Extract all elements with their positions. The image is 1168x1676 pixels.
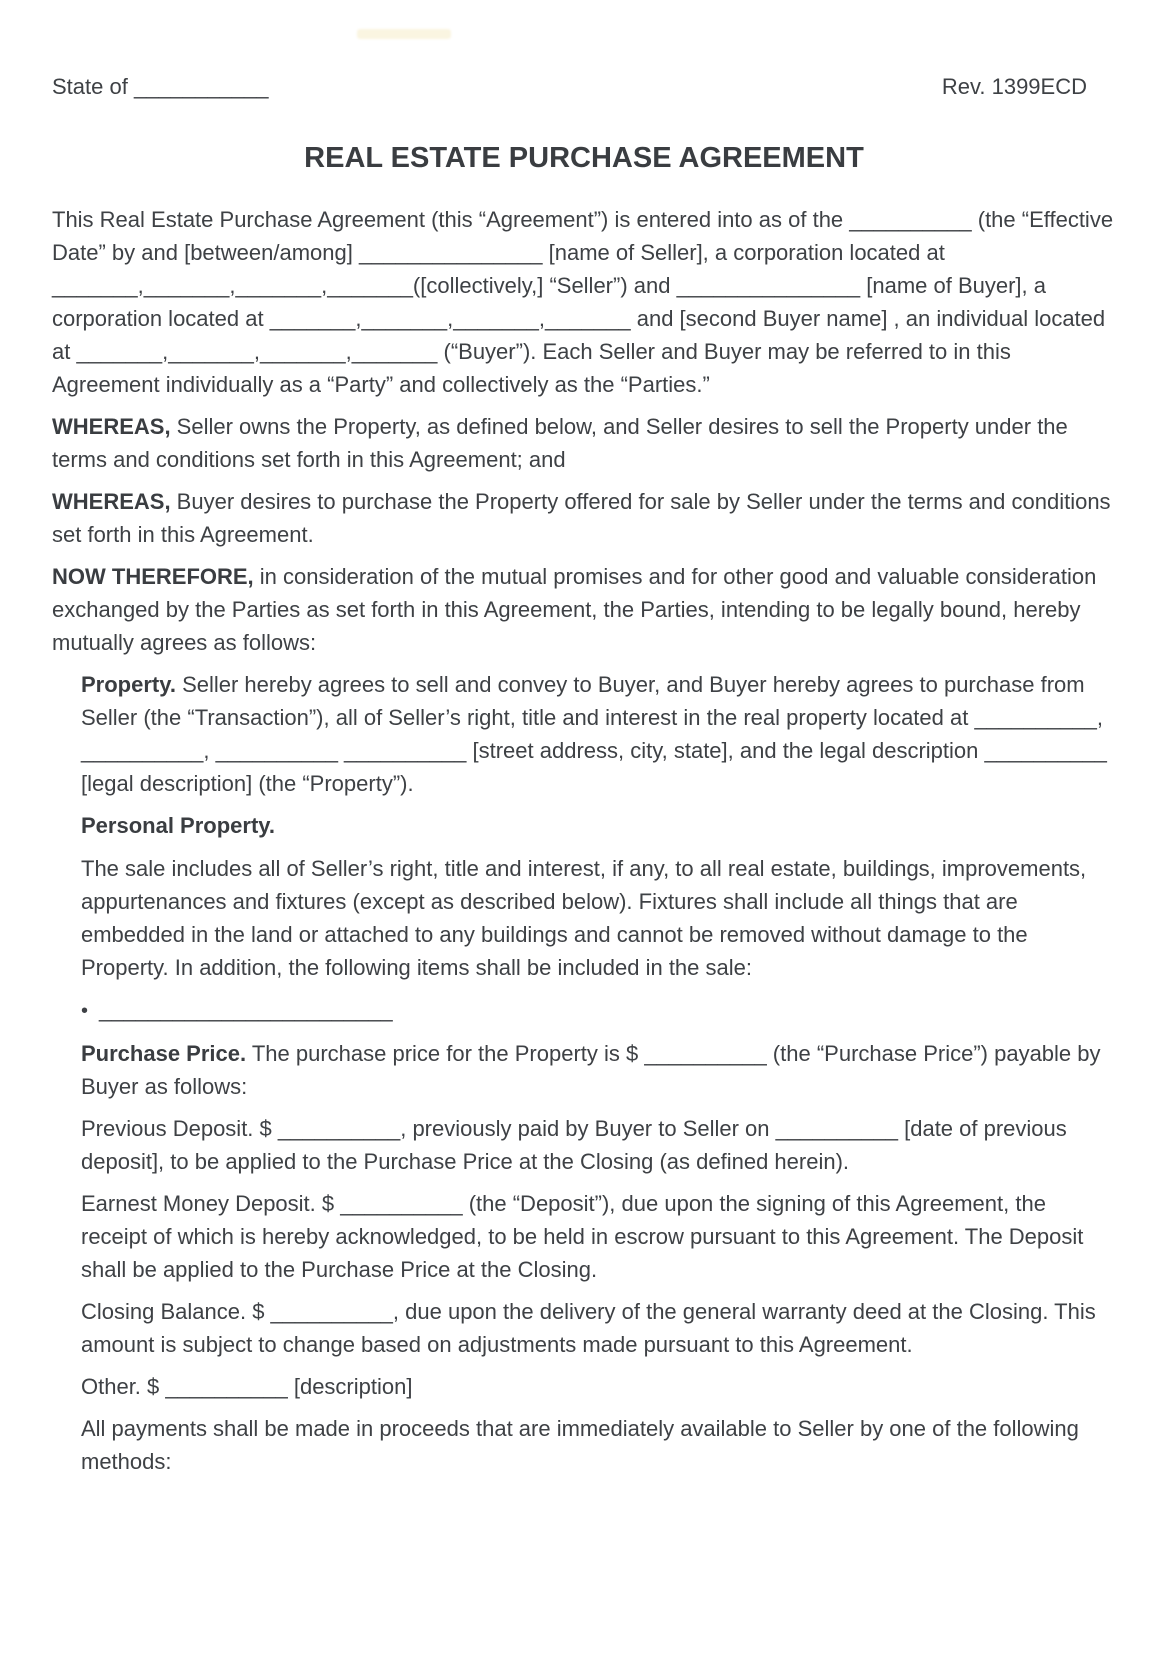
paragraph-text: Previous Deposit. $ __________, previously paid by Buyer to Seller on __________ [date of previous deposit], to be applied to the Purchase Price at the Closing (as defined herein). bbox=[81, 1116, 1067, 1174]
fixtures-blank-line: ________________________ bbox=[99, 997, 393, 1022]
paragraph-text: Buyer desires to purchase the Property offered for sale by Seller under the terms and conditions set forth in this Agreement. bbox=[52, 489, 1111, 547]
whereas-lead: WHEREAS, bbox=[52, 414, 171, 439]
paragraph-earnest-money-deposit bbox=[81, 1187, 1116, 1286]
paragraph-whereas-seller bbox=[52, 410, 1116, 476]
paragraph-other bbox=[81, 1370, 1116, 1403]
paragraph-text: in consideration of the mutual promises and for other good and valuable consideration exchanged by the Parties as set forth in this Agreement, the Parties, intending to be legally bound, hereby mutually agrees as follows: bbox=[52, 564, 1097, 655]
paragraph-closing-balance bbox=[81, 1295, 1116, 1361]
revision-number: Rev. 1399ECD bbox=[941, 74, 1087, 99]
fixtures-bullet-item bbox=[81, 993, 1116, 1028]
state-of-line: State of ___________ bbox=[52, 74, 269, 99]
now-therefore-lead: NOW THEREFORE, bbox=[52, 564, 254, 589]
property-heading: Property. bbox=[81, 672, 176, 697]
paragraph-personal-property-body bbox=[81, 852, 1116, 984]
paragraph-property bbox=[81, 668, 1116, 800]
bullet-icon: • bbox=[81, 1000, 89, 1022]
page-title: REAL ESTATE PURCHASE AGREEMENT bbox=[304, 142, 864, 174]
paragraph-payment-methods bbox=[81, 1412, 1116, 1478]
paragraph-previous-deposit bbox=[81, 1112, 1116, 1178]
paragraph-intro bbox=[52, 203, 1116, 401]
paragraph-text: All payments shall be made in proceeds that are immediately available to Seller by one of the following methods: bbox=[81, 1416, 1079, 1474]
paragraph-text: This Real Estate Purchase Agreement (this “Agreement”) is entered into as of the __________ (the “Effective Date” by and [between/among] _______________ [name of Seller], a corporation located at _______,_______,_______,_______([collectively,] “Seller”) and _______________ [name of Buyer], a corporation located at _______,_______,_______,_______ and [second Buyer name] , an individual located at _______,_______,_______,_______ (“Buyer”). Each Seller and Buyer may be referred to in this Agreement individually as a “Party” and collectively as the “Parties.” bbox=[52, 207, 1114, 397]
paragraph-text: The purchase price for the Property is $ __________ (the “Purchase Price”) payable by Buyer as follows: bbox=[81, 1041, 1101, 1099]
document-header bbox=[52, 73, 1116, 100]
paragraph-text: Earnest Money Deposit. $ __________ (the “Deposit”), due upon the signing of this Agreement, the receipt of which is hereby acknowledged, to be held in escrow pursuant to this Agreement. The Deposit shall be applied to the Purchase Price at the Closing. bbox=[81, 1191, 1084, 1282]
watermark bbox=[357, 29, 451, 39]
paragraph-text: Other. $ __________ [description] bbox=[81, 1374, 413, 1399]
paragraph-whereas-buyer bbox=[52, 485, 1116, 551]
purchase-price-heading: Purchase Price. bbox=[81, 1041, 247, 1066]
paragraph-text: Seller owns the Property, as defined below, and Seller desires to sell the Property under the terms and conditions set forth in this Agreement; and bbox=[52, 414, 1068, 472]
paragraph-text: Seller hereby agrees to sell and convey to Buyer, and Buyer hereby agrees to purchase from Seller (the “Transaction”), all of Seller’s right, title and interest in the real property located at __________, __________, __________ __________ [street address, city, state], and the legal description __________ [legal description] (the “Property”). bbox=[81, 672, 1107, 796]
paragraph-purchase-price bbox=[81, 1037, 1116, 1103]
whereas-lead: WHEREAS, bbox=[52, 489, 171, 514]
paragraph-text: The sale includes all of Seller’s right, title and interest, if any, to all real estate, buildings, improvements, appurtenances and fixtures (except as described below). Fixtures shall include all things that are embedded in the land or attached to any buildings and cannot be removed without damage to the Property. In addition, the following items shall be included in the sale: bbox=[81, 856, 1087, 980]
paragraph-personal-property-heading bbox=[81, 809, 1116, 842]
personal-property-heading: Personal Property. bbox=[81, 813, 275, 838]
paragraph-now-therefore bbox=[52, 560, 1116, 659]
paragraph-text: Closing Balance. $ __________, due upon the delivery of the general warranty deed at the Closing. This amount is subject to change based on adjustments made pursuant to this Agreement. bbox=[81, 1299, 1096, 1357]
